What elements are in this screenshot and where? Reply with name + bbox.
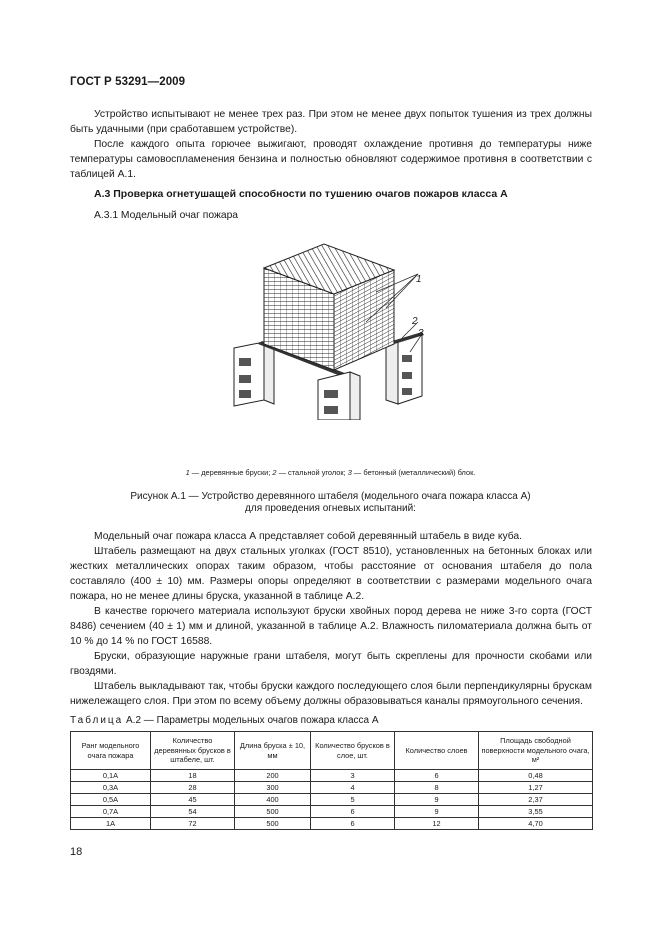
legend-text-2: — стальной уголок; bbox=[276, 468, 348, 477]
wood-crib-drawing bbox=[226, 230, 446, 420]
table-cell: 12 bbox=[395, 818, 479, 830]
table-cell: 300 bbox=[235, 782, 311, 794]
section-heading: А.3 Проверка огнетушащей способности по тушению очагов пожаров класса А bbox=[94, 188, 508, 200]
table-cell: 5 bbox=[311, 794, 395, 806]
header-cell: Площадь свободной поверхности модельного очага, м² bbox=[479, 732, 593, 770]
table-cell: 45 bbox=[151, 794, 235, 806]
header-cell: Ранг модельного очага пожара bbox=[71, 732, 151, 770]
callout-3: 3 bbox=[418, 328, 424, 339]
table-cell: 9 bbox=[395, 806, 479, 818]
table-cell: 500 bbox=[235, 818, 311, 830]
body-text bbox=[70, 529, 592, 709]
figure-caption bbox=[0, 491, 661, 515]
table-cell: 1А bbox=[71, 818, 151, 830]
paragraph: Устройство испытывают не менее трех раз. При этом не менее двух попыток тушения из трех должны быть удачными (при сработавшем устройстве). bbox=[70, 109, 592, 135]
table-caption bbox=[70, 715, 379, 726]
legend-num-3: 3 bbox=[347, 468, 352, 477]
table-title: А.2 — Параметры модельных очагов пожара класса А bbox=[123, 715, 379, 726]
table-cell: 9 bbox=[395, 794, 479, 806]
table-cell: 18 bbox=[151, 770, 235, 782]
intro-text bbox=[70, 107, 592, 182]
callout-1: 1 bbox=[416, 274, 422, 285]
table-cell: 1,27 bbox=[479, 782, 593, 794]
table-cell: 6 bbox=[311, 806, 395, 818]
table-cell: 2,37 bbox=[479, 794, 593, 806]
table-cell: 0,48 bbox=[479, 770, 593, 782]
table-row bbox=[71, 818, 593, 830]
paragraph: После каждого опыта горючее выжигают, проводят охлаждение противня до температуры ниже температуры самовоспламенения бензина и полностью обновляют содержимое противня в соответствии с таблицей А.1. bbox=[70, 139, 592, 180]
table-cell: 3,55 bbox=[479, 806, 593, 818]
paragraph: Штабель выкладывают так, чтобы бруски каждого последующего слоя были перпендикулярны брускам нижележащего слоя. При этом по всему объему должны образовываться каналы прямоугольного сечения. bbox=[70, 681, 592, 707]
paragraph: Бруски, образующие наружные грани штабеля, могут быть скреплены для прочности скобами или гвоздями. bbox=[70, 651, 592, 677]
header-cell: Количество слоев bbox=[395, 732, 479, 770]
caption-line-2: для проведения огневых испытаний: bbox=[245, 503, 416, 514]
block-front bbox=[318, 372, 360, 420]
table-cell: 0,1А bbox=[71, 770, 151, 782]
table-row bbox=[71, 794, 593, 806]
legend-text-3: — бетонный (металлический) блок. bbox=[351, 468, 476, 477]
header-cell: Количество брусков в слое, шт. bbox=[311, 732, 395, 770]
paragraph: Модельный очаг пожара класса А представляет собой деревянный штабель в виде куба. bbox=[94, 531, 523, 542]
header-cell: Длина бруска ± 10, мм bbox=[235, 732, 311, 770]
table-row bbox=[71, 806, 593, 818]
block-left bbox=[234, 342, 274, 406]
callout-2: 2 bbox=[412, 316, 418, 327]
table-row bbox=[71, 770, 593, 782]
table-cell: 6 bbox=[311, 818, 395, 830]
table-cell: 8 bbox=[395, 782, 479, 794]
table-row bbox=[71, 782, 593, 794]
subsection-heading: А.3.1 Модельный очаг пожара bbox=[94, 210, 239, 221]
table-cell: 0,5А bbox=[71, 794, 151, 806]
table-cell: 4,70 bbox=[479, 818, 593, 830]
document-header: ГОСТ Р 53291—2009 bbox=[70, 76, 186, 88]
figure-legend bbox=[0, 468, 661, 477]
table-cell: 28 bbox=[151, 782, 235, 794]
table-cell: 0,3А bbox=[71, 782, 151, 794]
table-label: Таблица bbox=[70, 715, 124, 726]
table-cell: 6 bbox=[395, 770, 479, 782]
parameters-table bbox=[70, 731, 593, 830]
legend-text-1: — деревянные бруски; bbox=[189, 468, 273, 477]
paragraph: В качестве горючего материала используют бруски хвойных пород дерева не ниже 3-го сорта (ГОСТ 8486) сечением (40 ± 1) мм и длиной, указанной в таблице А.2. Влажность пиломатериала должна быть от 10 % до 14 % по ГОСТ 16588. bbox=[70, 606, 592, 647]
page-number: 18 bbox=[70, 846, 83, 858]
header-cell: Количество деревянных брусков в штабеле, шт. bbox=[151, 732, 235, 770]
paragraph: Штабель размещают на двух стальных уголках (ГОСТ 8510), установленных на бетонных блоках или жестких металлических опорах таким образом, чтобы расстояние от основания штабеля до пола составляло (400 ± 10) мм. Размеры опоры определяют в соответствии с размерами модельного очага пожара, но не менее длины бруска, указанной в таблице А.2. bbox=[70, 546, 592, 602]
caption-line-1: Рисунок А.1 — Устройство деревянного штабеля (модельного очага пожара класса А) bbox=[130, 491, 531, 502]
table-cell: 400 bbox=[235, 794, 311, 806]
table-cell: 200 bbox=[235, 770, 311, 782]
wood-crib-figure bbox=[226, 230, 446, 420]
legend-num-1: 1 bbox=[185, 468, 190, 477]
table-cell: 500 bbox=[235, 806, 311, 818]
table-cell: 3 bbox=[311, 770, 395, 782]
legend-num-2: 2 bbox=[272, 468, 277, 477]
table-cell: 54 bbox=[151, 806, 235, 818]
table-header-row bbox=[71, 732, 593, 770]
table-cell: 0,7А bbox=[71, 806, 151, 818]
table-cell: 72 bbox=[151, 818, 235, 830]
table-cell: 4 bbox=[311, 782, 395, 794]
